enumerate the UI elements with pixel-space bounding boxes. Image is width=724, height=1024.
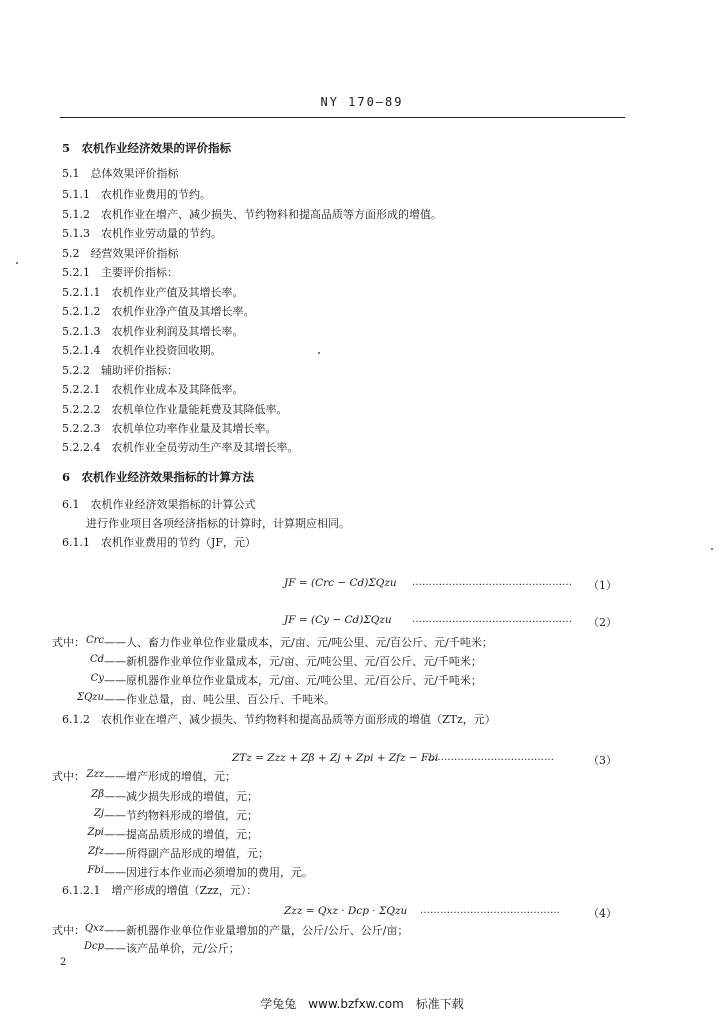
- equation-number-3: （3）: [588, 754, 617, 767]
- section-6-heading: 6 农机作业经济效果指标的计算方法: [62, 470, 254, 484]
- clause-5-2-2-2: 5.2.2.2 农机单位作业量能耗费及其降低率。: [62, 403, 288, 416]
- leader-dots: …………………………………………: [412, 614, 572, 625]
- definition-text: ——增产形成的增值，元；: [104, 770, 236, 783]
- symbol: Cy: [90, 673, 104, 684]
- symbol: Zj: [93, 808, 104, 819]
- symbol: Zβ: [91, 789, 104, 800]
- where-label: 式中：: [52, 770, 85, 783]
- symbol: Crc: [85, 635, 104, 646]
- equation-number-4: （4）: [588, 907, 617, 920]
- page-header: NY 170—89: [320, 95, 404, 109]
- clause-5-2-1-4: 5.2.1.4 农机作业投资回收期。: [62, 344, 222, 357]
- clause-5-1-3: 5.1.3 农机作业劳动量的节约。: [62, 227, 222, 240]
- formula-2: JF = (Cy − Cd)ΣQzu: [284, 614, 392, 626]
- clause-5-2-1-3: 5.2.1.3 农机作业利润及其增长率。: [62, 325, 244, 338]
- formula-4: Zzz = Qxz · Dcp · ΣQzu: [284, 905, 408, 917]
- scan-speck: [318, 352, 320, 354]
- symbol: Dcp: [83, 941, 104, 952]
- clause-6-1-2: 6.1.2 农机作业在增产、减少损失、节约物料和提高品质等方面形成的增值（ZTz，元）: [62, 713, 496, 726]
- leader-dots: …………………………………………: [412, 577, 572, 588]
- definition-text: ——新机器作业单位作业量成本，元/亩、元/吨公里、元/百公斤、元/千吨米；: [104, 655, 482, 668]
- definition-text: ——减少损失形成的增值，元；: [104, 790, 258, 803]
- clause-5-2-2-4: 5.2.2.4 农机作业全员劳动生产率及其增长率。: [62, 441, 299, 454]
- clause-6-1-intro: 进行作业项目各项经济指标的计算时，计算期应相同。: [86, 517, 350, 530]
- formula-3: ZTz = Zzz + Zβ + Zj + Zpi + Zfz − Fbi: [232, 752, 439, 764]
- clause-5-2: 5.2 经营效果评价指标: [62, 247, 179, 260]
- page-number: 2: [60, 957, 67, 968]
- definition-text: ——节约物料形成的增值，元；: [104, 809, 258, 822]
- definition-text: ——作业总量，亩、吨公里、百公斤、千吨米。: [104, 693, 335, 706]
- symbol: Qxz: [84, 923, 104, 934]
- header-rule: [60, 117, 625, 118]
- definition-text: ——新机器作业单位作业量增加的产量，公斤/公斤、公斤/亩；: [104, 924, 409, 937]
- symbol: Zpi: [87, 827, 104, 838]
- equation-number-1: （1）: [588, 579, 617, 592]
- clause-5-2-1-2: 5.2.1.2 农机作业净产值及其增长率。: [62, 305, 255, 318]
- scan-speck: [16, 262, 18, 264]
- clause-5-2-2: 5.2.2 辅助评价指标：: [62, 364, 178, 377]
- clause-6-1-1: 6.1.1 农机作业费用的节约（JF，元）: [62, 536, 257, 549]
- symbol: Zzz: [86, 769, 104, 780]
- clause-5-1-2: 5.1.2 农机作业在增产、减少损失、节约物料和提高品质等方面形成的增值。: [62, 208, 442, 221]
- scan-speck: [711, 548, 713, 550]
- clause-5-2-2-1: 5.2.2.1 农机作业成本及其降低率。: [62, 383, 244, 396]
- leader-dots: ……………………………………: [420, 905, 560, 916]
- symbol: Fbi: [87, 865, 104, 876]
- clause-5-2-1: 5.2.1 主要评价指标：: [62, 266, 178, 279]
- symbol: ΣQzu: [77, 692, 104, 703]
- formula-1: JF = (Crc − Cd)ΣQzu: [284, 577, 397, 589]
- section-5-heading: 5 农机作业经济效果的评价指标: [62, 141, 231, 155]
- definition-text: ——该产品单价，元/公斤；: [104, 942, 240, 955]
- footer-watermark: 学兔兔 www.bzfxw.com 标准下载: [260, 997, 464, 1011]
- definition-text: ——原机器作业单位作业量成本，元/亩、元/吨公里、元/百公斤、元/千吨米；: [104, 674, 482, 687]
- leader-dots: …………………………………: [424, 752, 554, 763]
- equation-number-2: （2）: [588, 616, 617, 629]
- clause-6-1-2-1: 6.1.2.1 增产形成的增值（Zzz，元）：: [62, 884, 258, 897]
- definition-text: ——因进行本作业而必须增加的费用，元。: [104, 866, 313, 879]
- clause-6-1: 6.1 农机作业经济效果指标的计算公式: [62, 498, 256, 511]
- where-label: 式中：: [52, 924, 85, 937]
- where-label: 式中：: [52, 636, 85, 649]
- definition-text: ——人、畜力作业单位作业量成本，元/亩、元/吨公里、元/百公斤、元/千吨米；: [104, 636, 493, 649]
- clause-5-1: 5.1 总体效果评价指标: [62, 167, 179, 180]
- clause-5-1-1: 5.1.1 农机作业费用的节约。: [62, 188, 211, 201]
- symbol: Cd: [89, 654, 104, 665]
- definition-text: ——提高品质形成的增值，元；: [104, 828, 258, 841]
- clause-5-2-2-3: 5.2.2.3 农机单位功率作业量及其增长率。: [62, 422, 277, 435]
- symbol: Zfz: [88, 846, 104, 857]
- definition-text: ——所得副产品形成的增值，元；: [104, 847, 269, 860]
- clause-5-2-1-1: 5.2.1.1 农机作业产值及其增长率。: [62, 286, 244, 299]
